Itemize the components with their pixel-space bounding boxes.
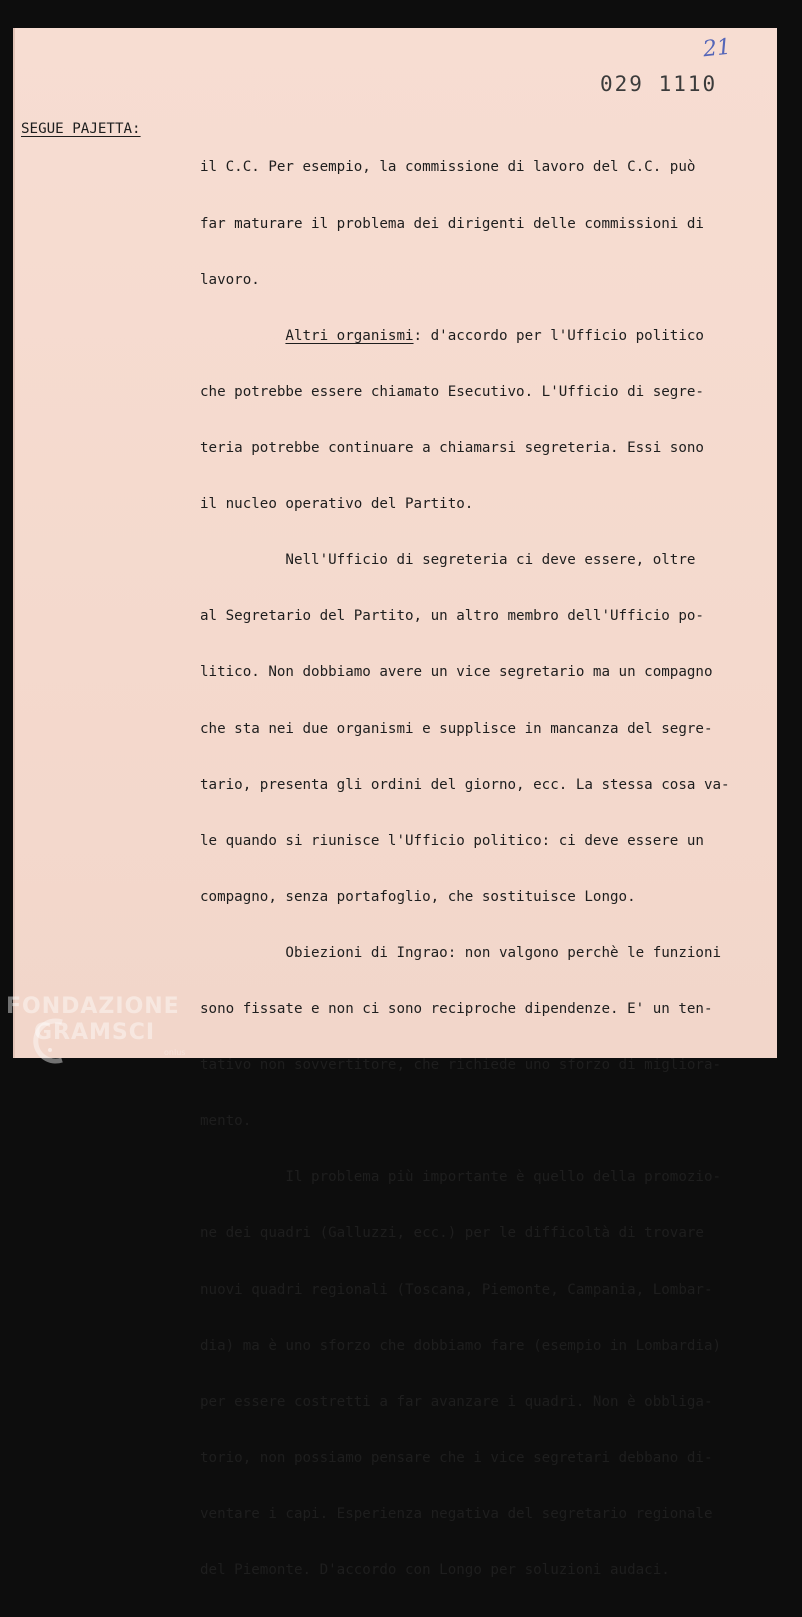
text-line: sono fissate e non ci sono reciproche dipendenze. E' un ten- <box>200 1001 713 1018</box>
text-line: le quando si riunisce l'Ufficio politico: ci deve essere un <box>200 832 704 849</box>
text-line: ventare i capi. Esperienza negativa del segretario regionale <box>200 1506 713 1523</box>
fondazione-gramsci-watermark <box>4 990 199 1070</box>
text-line: Nell'Ufficio di segreteria ci deve essere, oltre <box>200 552 696 569</box>
text-line: il C.C. Per esempio, la commissione di lavoro del C.C. può <box>200 159 696 176</box>
text-line: il nucleo operativo del Partito. <box>200 496 474 513</box>
text-line: al Segretario del Partito, un altro membro dell'Ufficio po- <box>200 608 704 625</box>
document-number: 029 1110 <box>600 72 718 96</box>
bleed-through-label <box>53 803 153 817</box>
text-line: mento. <box>200 1113 252 1130</box>
paper-sheet <box>13 28 777 1579</box>
watermark-line2: GRAMSCI <box>34 1020 156 1045</box>
watermark-line1: FONDAZIONE <box>6 994 180 1019</box>
text-line: ne dei quadri (Galluzzi, ecc.) per le difficoltà di trovare <box>200 1225 704 1242</box>
handwritten-page-number: 21 <box>701 34 733 63</box>
binder-edge <box>13 28 15 1058</box>
text-line: del Piemonte. D'accordo con Longo per soluzioni audaci. <box>200 1562 670 1579</box>
text-line: lavoro. <box>200 271 260 288</box>
text-line: torio, non possiamo pensare che i vice segretari debbano di- <box>200 1449 713 1466</box>
text-line: nuovi quadri regionali (Toscana, Piemonte, Campania, Lombar- <box>200 1281 713 1298</box>
text-line: per essere costretti a far avanzare i quadri. Non è obbliga- <box>200 1393 713 1410</box>
text-line: teria potrebbe continuare a chiamarsi segreteria. Essi sono <box>200 439 704 456</box>
text-line: litico. Non dobbiamo avere un vice segretario ma un compagno <box>200 664 713 681</box>
text-line: tario, presenta gli ordini del giorno, ecc. La stessa cosa va- <box>200 776 730 793</box>
text-line: dia) ma è uno sforzo che dobbiamo fare (esempio in Lombardia) <box>200 1337 722 1354</box>
bleed-through-label <box>53 460 163 474</box>
text-line-rest: : d'accordo per l'Ufficio politico <box>413 327 704 344</box>
text-line: far maturare il problema dei dirigenti delle commissioni di <box>200 215 704 232</box>
section-heading-underlined: Altri organismi <box>285 327 414 344</box>
speaker-label: SEGUE PAJETTA: <box>21 121 141 137</box>
text-line: Il problema più importante è quello della promozio- <box>200 1169 722 1186</box>
text-line: che potrebbe essere chiamato Esecutivo. L'Ufficio di segre- <box>200 383 704 400</box>
text-line: che sta nei due organismi e supplisce in mancanza del segre- <box>200 720 713 737</box>
watermark-sub: onlus <box>164 1048 186 1057</box>
text-line-with-heading <box>200 327 770 346</box>
text-line: Obiezioni di Ingrao: non valgono perchè le funzioni <box>200 944 722 961</box>
text-line: tativo non sovvertitore, che richiede uno sforzo di migliora- <box>200 1057 722 1074</box>
typed-body-text <box>200 121 770 1617</box>
text-line: compagno, senza portafoglio, che sostituisce Longo. <box>200 888 636 905</box>
